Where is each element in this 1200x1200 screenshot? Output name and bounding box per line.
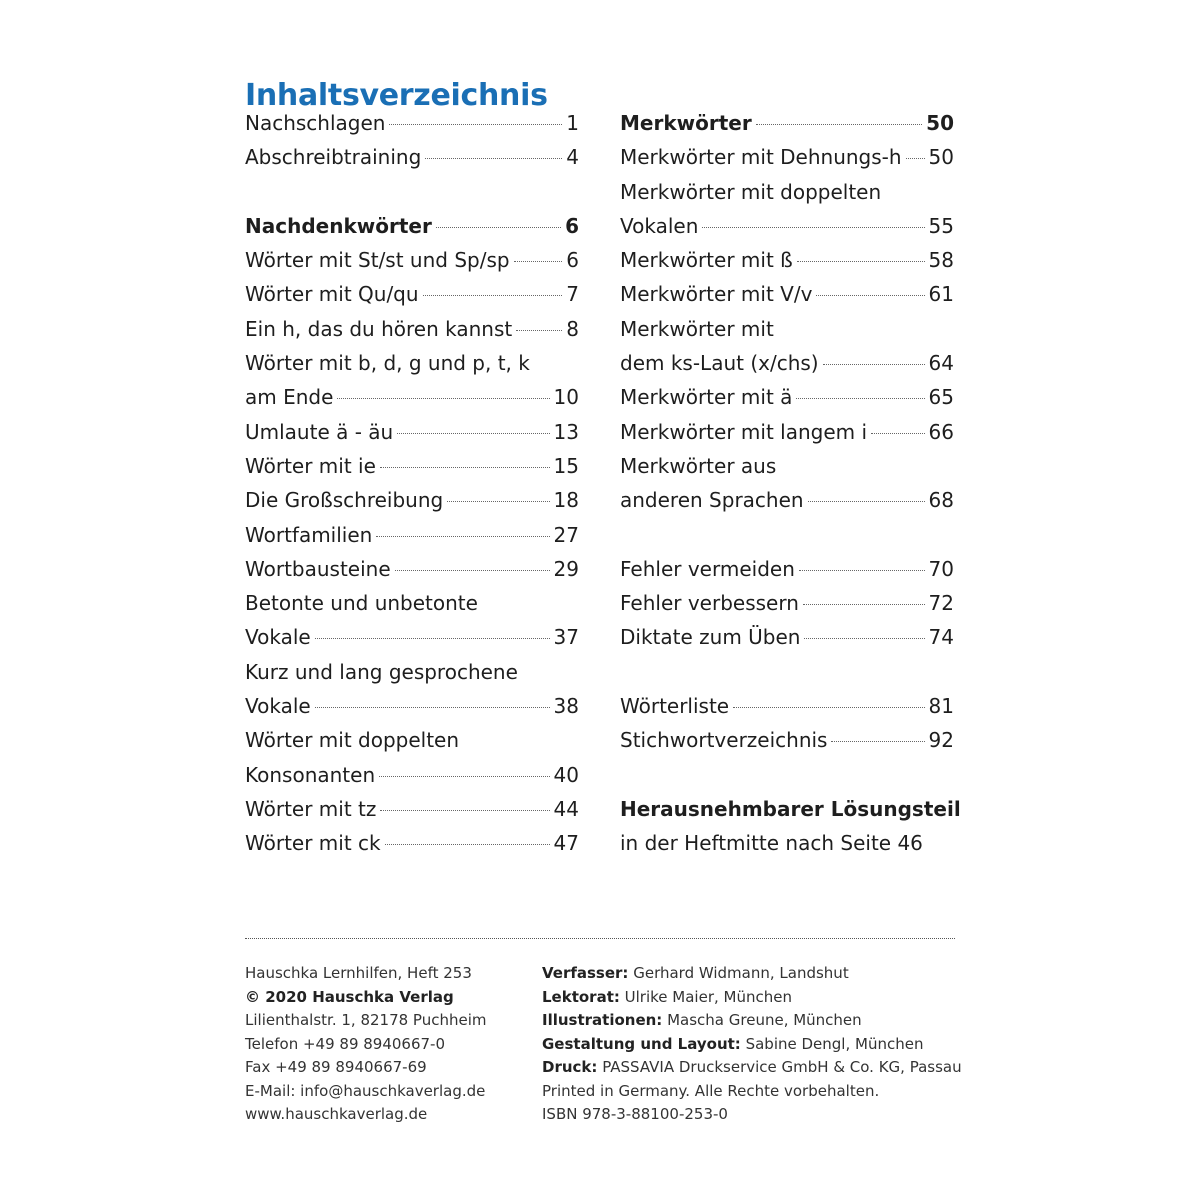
imprint-credit-key: Druck: xyxy=(542,1058,598,1076)
toc-entry-label: Merkwörter mit V/v xyxy=(620,282,813,307)
toc-spacer xyxy=(620,758,954,792)
toc-entry-label: Merkwörter mit Dehnungs-h xyxy=(620,145,902,170)
toc-page-number: 27 xyxy=(553,522,579,547)
toc-leader-dots xyxy=(831,741,924,742)
toc-entry-label: anderen Sprachen xyxy=(620,488,804,513)
toc-page-number: 72 xyxy=(928,591,954,616)
toc-spacer xyxy=(620,518,954,552)
imprint-credit-line xyxy=(542,1033,962,1057)
toc-entry xyxy=(245,483,579,517)
toc-entry-label: Ein h, das du hören kannst xyxy=(245,316,513,341)
toc-entry xyxy=(245,277,579,311)
toc-leader-dots xyxy=(796,398,924,399)
toc-entry-label: dem ks-Laut (x/chs) xyxy=(620,351,819,376)
imprint-credit-line xyxy=(542,1080,962,1104)
toc-entry xyxy=(245,620,579,654)
toc-entry-label: Fehler vermeiden xyxy=(620,556,795,581)
toc-leader-dots xyxy=(379,776,549,777)
toc-page-number: 7 xyxy=(566,282,579,307)
toc-entry-label: Wörter mit St/st und Sp/sp xyxy=(245,248,510,273)
toc-entry-label: Wortfamilien xyxy=(245,522,373,547)
toc-entry xyxy=(620,620,954,654)
imprint-credit-key: Lektorat: xyxy=(542,987,620,1006)
toc-entry-label: Merkwörter xyxy=(620,111,752,135)
toc-entry-label: Fehler verbessern xyxy=(620,591,799,616)
toc-page-number: 6 xyxy=(565,213,579,238)
toc-spacer xyxy=(620,655,954,689)
toc-entry xyxy=(245,209,579,243)
toc-entry xyxy=(245,380,579,414)
toc-leader-dots xyxy=(871,433,925,434)
toc-entry xyxy=(620,483,954,517)
toc-page-number: 70 xyxy=(928,556,954,581)
toc-entry xyxy=(245,689,579,723)
toc-page-number: 65 xyxy=(928,385,954,410)
toc-leader-dots xyxy=(315,638,550,639)
toc-page-number: 1 xyxy=(566,111,579,135)
toc-entry-label: Vokale xyxy=(245,694,311,719)
toc-page-number: 15 xyxy=(553,453,579,478)
toc-entry xyxy=(245,449,579,483)
toc-entry xyxy=(245,140,579,174)
imprint-line: Fax +49 89 8940667-69 xyxy=(245,1058,427,1076)
page-title: Inhaltsverzeichnis xyxy=(245,78,548,114)
toc-page-number: 29 xyxy=(553,556,579,581)
imprint-line: Telefon +49 89 8940667-0 xyxy=(245,1034,446,1053)
imprint-credit-value: Gerhard Widmann, Landshut xyxy=(633,964,849,982)
toc-leader-dots xyxy=(823,364,925,365)
toc-entry xyxy=(245,792,579,826)
toc-entry-label: Merkwörter mit ä xyxy=(620,385,793,410)
toc-leader-dots xyxy=(756,124,922,125)
toc-page-number: 50 xyxy=(928,145,954,170)
toc-entry-label: Die Großschreibung xyxy=(245,488,444,513)
toc-leader-dots xyxy=(337,398,549,399)
toc-leader-dots xyxy=(906,158,925,159)
toc-entry-label: Wörter mit ck xyxy=(245,831,381,856)
imprint-credit-line xyxy=(542,1103,962,1127)
toc-entry xyxy=(245,552,579,586)
toc-entry xyxy=(245,243,579,277)
imprint-credit-value: ISBN 978-3-88100-253-0 xyxy=(542,1105,728,1123)
toc-leader-dots xyxy=(436,227,561,228)
toc-entry-label: Diktate zum Üben xyxy=(620,625,801,650)
toc-leader-dots xyxy=(797,261,925,262)
toc-leader-dots xyxy=(808,501,925,502)
toc-leader-dots xyxy=(395,570,550,571)
toc-entry xyxy=(620,346,954,380)
toc-leader-dots xyxy=(733,707,924,708)
toc-leader-dots xyxy=(816,295,924,296)
toc-entry xyxy=(620,552,954,586)
toc-entry xyxy=(620,415,954,449)
toc-entry-label: Wörterliste xyxy=(620,694,730,719)
toc-entry xyxy=(245,758,579,792)
toc-page-number: 81 xyxy=(928,694,954,719)
toc-leader-dots xyxy=(799,570,925,571)
imprint-credit-key: Verfasser: xyxy=(542,964,629,982)
toc-entry xyxy=(620,140,954,174)
toc-right-column xyxy=(620,106,961,861)
toc-page-number: 64 xyxy=(928,351,954,376)
toc-entry xyxy=(245,518,579,552)
imprint-credit-value: Sabine Dengl, München xyxy=(745,1034,924,1053)
toc-leader-dots xyxy=(389,124,562,125)
imprint-credit-key: Gestaltung und Layout: xyxy=(542,1034,741,1053)
toc-entry xyxy=(245,106,579,140)
toc-entry-label: Merkwörter mit langem i xyxy=(620,419,868,444)
imprint-credit-line xyxy=(542,962,962,986)
toc-page-number: 58 xyxy=(928,248,954,273)
toc-left-column xyxy=(245,106,579,861)
toc-page-number: 74 xyxy=(928,625,954,650)
toc-entry-label: Konsonanten xyxy=(245,762,376,787)
imprint-line: © 2020 Hauschka Verlag xyxy=(245,987,454,1006)
toc-page-number: 4 xyxy=(566,145,579,170)
toc-entry-label: Nachschlagen xyxy=(245,111,386,135)
toc-leader-dots xyxy=(380,810,549,811)
toc-entry-label: Stichwortverzeichnis xyxy=(620,728,828,753)
toc-entry-label: Nachdenkwörter xyxy=(245,213,432,238)
toc-page-number: 6 xyxy=(566,248,579,273)
toc-leader-dots xyxy=(423,295,563,296)
toc-leader-dots xyxy=(803,604,925,605)
toc-leader-dots xyxy=(702,227,924,228)
toc-page-number: 50 xyxy=(926,111,954,135)
imprint-credit-value: Ulrike Maier, München xyxy=(624,987,792,1006)
toc-entry-title-line: Merkwörter mit doppelten xyxy=(620,179,882,204)
toc-entry xyxy=(620,689,954,723)
toc-page-number: 66 xyxy=(928,419,954,444)
toc-leader-dots xyxy=(447,501,549,502)
toc-entry xyxy=(620,243,954,277)
imprint-credit-value: Printed in Germany. Alle Rechte vorbehalten. xyxy=(542,1081,880,1100)
toc-entry-title-line: Wörter mit b, d, g und p, t, k xyxy=(245,351,530,376)
toc-leader-dots xyxy=(397,433,549,434)
toc-entry xyxy=(620,106,954,140)
toc-entry-title-line: Merkwörter aus xyxy=(620,453,777,478)
imprint-publisher xyxy=(245,962,487,1127)
toc-entry-label: Abschreibtraining xyxy=(245,145,422,170)
toc-entry-title-line: Betonte und unbetonte xyxy=(245,591,478,616)
toc-page-number: 40 xyxy=(553,762,579,787)
divider xyxy=(245,938,955,939)
toc-page-number: 92 xyxy=(928,728,954,753)
toc-leader-dots xyxy=(376,536,549,537)
toc-note: in der Heftmitte nach Seite 46 xyxy=(620,831,923,856)
toc-entry-title-line: Merkwörter mit xyxy=(620,316,774,341)
imprint-credit-line xyxy=(542,986,962,1010)
imprint-line: Hauschka Lernhilfen, Heft 253 xyxy=(245,964,472,982)
toc-page-number: 47 xyxy=(553,831,579,856)
toc-leader-dots xyxy=(380,467,550,468)
toc-page-number: 55 xyxy=(928,213,954,238)
imprint-credit-value: PASSAVIA Druckservice GmbH & Co. KG, Passau xyxy=(602,1058,962,1076)
toc-entry xyxy=(245,826,579,860)
toc-entry-label: Merkwörter mit ß xyxy=(620,248,793,273)
imprint-credit-line xyxy=(542,1009,962,1033)
toc-entry xyxy=(620,586,954,620)
toc-entry-label: Vokale xyxy=(245,625,311,650)
toc-page-number: 61 xyxy=(928,282,954,307)
toc-page-number: 8 xyxy=(566,316,579,341)
imprint-credit-key: Illustrationen: xyxy=(542,1011,663,1029)
toc-page-number: 38 xyxy=(553,694,579,719)
imprint-credit-line xyxy=(542,1056,962,1080)
toc-page-number: 13 xyxy=(553,419,579,444)
imprint-credits xyxy=(542,962,962,1127)
imprint-line: Lilienthalstr. 1, 82178 Puchheim xyxy=(245,1011,487,1029)
toc-spacer xyxy=(245,175,579,209)
imprint-line: www.hauschkaverlag.de xyxy=(245,1105,428,1123)
toc-page-number: 10 xyxy=(553,385,579,410)
toc-leader-dots xyxy=(385,844,550,845)
toc-entry-title-line: Kurz und lang gesprochene xyxy=(245,659,518,684)
toc-entry xyxy=(245,415,579,449)
imprint-credit-value: Mascha Greune, München xyxy=(667,1011,862,1029)
toc-entry xyxy=(620,380,954,414)
toc-entry-label: Wortbausteine xyxy=(245,556,391,581)
toc-entry-label: Wörter mit ie xyxy=(245,453,376,478)
toc-page-number: 18 xyxy=(553,488,579,513)
toc-page-number: 68 xyxy=(928,488,954,513)
toc-entry-label: Wörter mit Qu/qu xyxy=(245,282,419,307)
toc-entry xyxy=(245,312,579,346)
toc-entry xyxy=(620,209,954,243)
toc-entry-label: Umlaute ä - äu xyxy=(245,419,394,444)
toc-entry-label: Vokalen xyxy=(620,213,699,238)
toc-leader-dots xyxy=(425,158,562,159)
toc-note: Herausnehmbarer Lösungsteil xyxy=(620,796,961,821)
toc-entry xyxy=(620,723,954,757)
toc-page-number: 37 xyxy=(553,625,579,650)
toc-leader-dots xyxy=(804,638,924,639)
toc-entry-label: am Ende xyxy=(245,385,334,410)
toc-entry-label: Wörter mit tz xyxy=(245,796,377,821)
toc-leader-dots xyxy=(315,707,550,708)
toc-page-number: 44 xyxy=(553,796,579,821)
toc-leader-dots xyxy=(516,330,562,331)
toc-entry xyxy=(620,277,954,311)
toc-entry-title-line: Wörter mit doppelten xyxy=(245,728,460,753)
imprint-line: E-Mail: info@hauschkaverlag.de xyxy=(245,1081,486,1100)
toc-leader-dots xyxy=(514,261,563,262)
